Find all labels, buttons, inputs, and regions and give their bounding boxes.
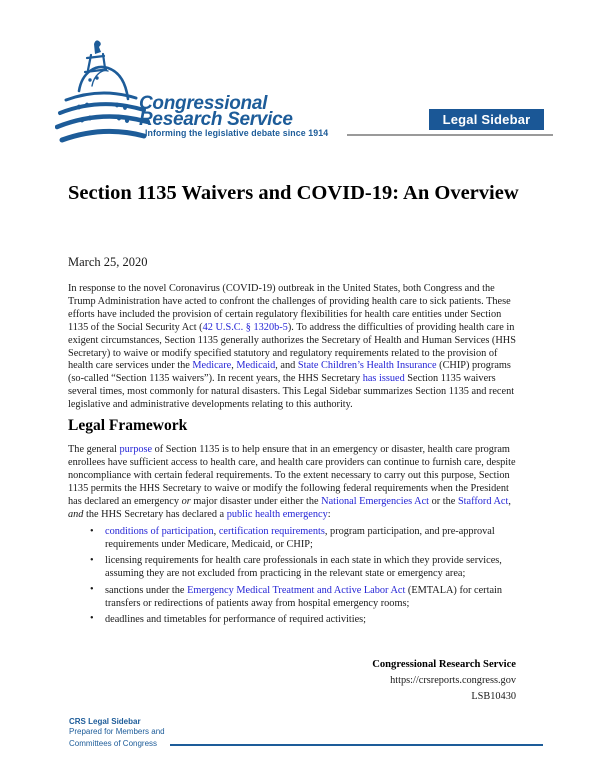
text-run: or [181, 495, 191, 507]
inline-link[interactable]: Emergency Medical Treatment and Active Labor Act [187, 584, 406, 596]
inline-link[interactable]: Medicare [192, 360, 232, 372]
section-heading: Legal Framework [68, 417, 188, 434]
product-audience-line1: Prepared for Members and [69, 727, 165, 737]
list-item [68, 585, 516, 611]
inline-link[interactable]: purpose [119, 444, 153, 455]
text-run: ). To address the difficulties of providing health care in exigent circumstances, Section 1135 generally authorizes the Secretary of Health and Human Services (HHS Secretary) to waive or modify specified statutory and regulatory requirements related to the provision of health care services under the [68, 321, 516, 372]
page-title: Section 1135 Waivers and COVID-19: An Overview [68, 182, 519, 204]
framework-paragraph [68, 444, 516, 521]
text-run: major disaster under either the [190, 495, 322, 507]
waiver-bullet-list [68, 526, 516, 630]
footer-org-name: Congressional Research Service [372, 659, 516, 670]
text-run: , [508, 495, 511, 507]
inline-link[interactable]: 42 U.S.C. § 1320b-5 [202, 321, 288, 333]
inline-link[interactable]: has issued [362, 373, 405, 385]
capitol-dome-icon [55, 37, 150, 147]
org-name [139, 93, 359, 130]
text-run: or the [429, 495, 458, 507]
inline-link[interactable]: Medicaid [236, 360, 276, 372]
text-run: The general [68, 444, 120, 455]
product-name: CRS Legal Sidebar [69, 717, 141, 726]
text-run: licensing requirements for health care professionals in each state in which they provide services, assuming they are not excluded from practicing in the relevant state or emergency area; [105, 555, 502, 580]
list-item [68, 526, 516, 552]
org-tagline: Informing the legislative debate since 1914 [145, 128, 329, 138]
text-run: deadlines and timetables for performance of required activities; [105, 613, 367, 625]
footer-url-link[interactable]: https://crsreports.congress.gov [390, 675, 516, 686]
bullet-icon: • [90, 613, 94, 625]
report-id: LSB10430 [471, 691, 516, 702]
text-run: , [231, 360, 237, 372]
org-name-line2: Research Service [139, 108, 293, 130]
product-audience-line2: Committees of Congress [69, 739, 158, 749]
text-run: (CHIP) programs (so-called “Section 1135 waivers”). In recent years, the HHS Secretary [68, 360, 511, 385]
text-run: Section 1135 waivers several times, most commonly for natural disasters. This Legal Sidebar summarizes Section 1135 and recent legislative and administrative developments relating to this authority. [68, 373, 515, 411]
inline-link[interactable]: State Children’s Health Insurance [297, 360, 437, 372]
text-run: , [213, 526, 219, 537]
inline-link[interactable]: conditions of participation [105, 526, 214, 537]
list-item [68, 555, 516, 581]
org-name-line1: Congressional [139, 93, 268, 114]
document-date: March 25, 2020 [68, 255, 148, 269]
inline-link[interactable]: National Emergencies Act [321, 495, 430, 507]
bullet-icon: • [90, 554, 94, 566]
inline-link[interactable]: public health emergency [226, 508, 328, 520]
header-divider [347, 134, 553, 136]
inline-link[interactable]: certification requirements [218, 526, 325, 537]
text-run: of Section 1135 is to help ensure that in an emergency or disaster, health care program enrollees have sufficient access to health care, and health care providers can continue to furnish care, despite noncompliance with certain federal requirements. To the extent necessary to carry out this purpose, Section 1135 permits the HHS Secretary to waive or modify the following federal requirements when the President has declared an emergency [68, 444, 516, 507]
bullet-icon: • [90, 525, 94, 537]
product-footer [69, 717, 165, 750]
bullet-icon: • [90, 584, 94, 596]
text-run: (EMTALA) for certain transfers or redirections of patients away from hospital emergency rooms; [105, 584, 503, 609]
text-run: , program participation, and pre-approval requirements under Medicare, Medicaid, or CHIP; [105, 526, 495, 550]
text-run: and [68, 508, 84, 520]
legal-sidebar-badge: Legal Sidebar [429, 109, 544, 130]
footer-divider [170, 744, 543, 746]
inline-link[interactable]: Stafford Act [457, 495, 509, 507]
list-item [68, 614, 516, 627]
report-footer [372, 657, 516, 705]
text-run: In response to the novel Coronavirus (COVID-19) outbreak in the United States, both Congress and the Trump Administration have acted to confront the challenges of providing health care to sick patients. These efforts have included the provision of certain regulatory flexibilities for health care entities under Section 1135 of the Social Security Act ( [68, 283, 511, 333]
text-run: , and [275, 360, 298, 372]
text-run: sanctions under the [105, 584, 188, 596]
intro-paragraph [68, 283, 516, 412]
crs-logo [55, 37, 150, 147]
text-run: the HHS Secretary has declared a [83, 508, 227, 520]
text-run: : [327, 508, 331, 520]
